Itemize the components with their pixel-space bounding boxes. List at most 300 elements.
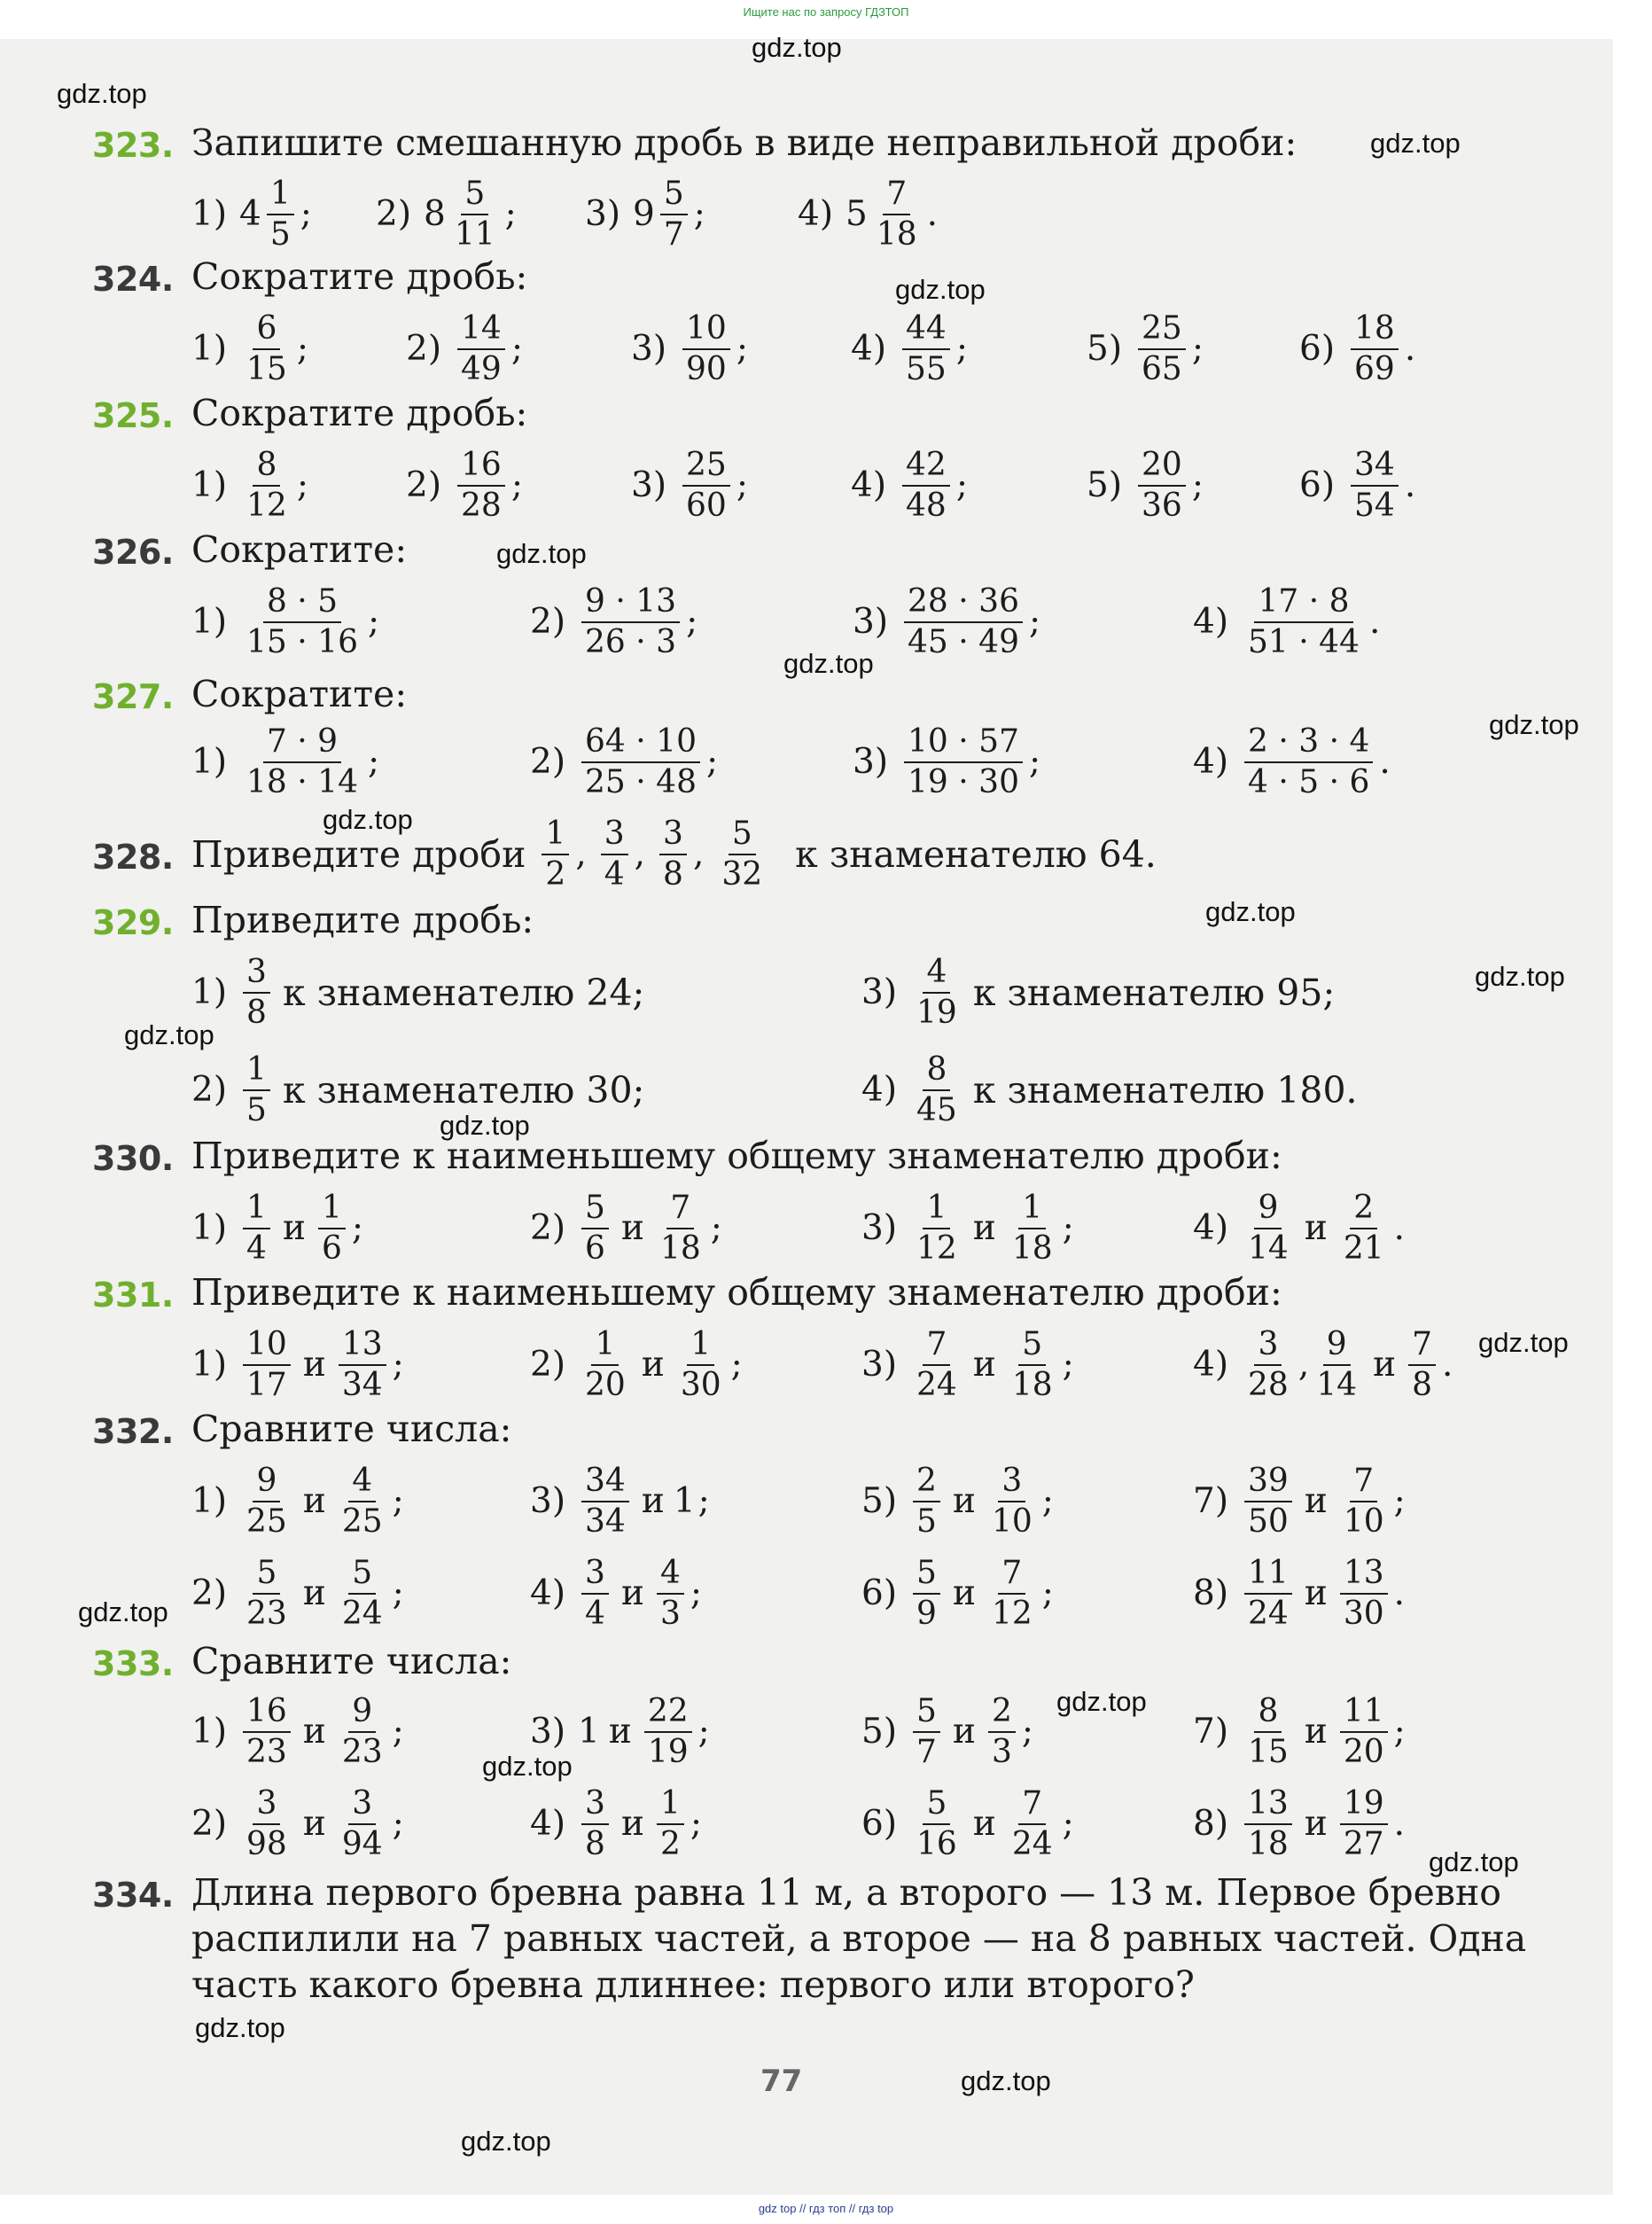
exercise-item xyxy=(406,312,523,386)
item-label: 3) xyxy=(585,194,621,235)
exercise-item xyxy=(851,312,968,386)
denominator: 24 xyxy=(1248,1595,1289,1632)
punctuation: ; xyxy=(1041,1573,1054,1614)
exercise-item xyxy=(191,312,308,386)
exercise-item xyxy=(191,1787,404,1861)
exercise-item xyxy=(1193,725,1391,800)
numerator: 7 xyxy=(1350,1464,1377,1502)
fraction xyxy=(1340,1787,1388,1861)
fraction xyxy=(581,1557,609,1631)
exercise-item xyxy=(191,725,379,800)
fraction xyxy=(1244,1557,1292,1631)
conjunction: и xyxy=(952,1712,976,1752)
punctuation: ; xyxy=(367,602,380,643)
fraction xyxy=(581,1464,629,1539)
denominator: 48 xyxy=(906,487,947,524)
exercise-item xyxy=(191,1464,404,1539)
numerator: 8 · 5 xyxy=(263,585,341,623)
denominator: 34 xyxy=(341,1366,383,1403)
fraction xyxy=(657,1787,684,1861)
problem-number: 329. xyxy=(92,903,174,942)
site-watermark: gdz.top xyxy=(895,274,986,305)
problem-number: 331. xyxy=(92,1276,174,1315)
numerator: 1 xyxy=(1018,1191,1046,1229)
conjunction: и xyxy=(641,1345,665,1385)
exercise-item xyxy=(530,1557,702,1631)
numerator: 5 xyxy=(923,1787,950,1825)
fraction xyxy=(1313,1328,1360,1402)
numerator: 7 xyxy=(666,1191,694,1229)
problem-number: 324. xyxy=(92,260,174,299)
denominator: 18 xyxy=(1011,1229,1053,1267)
punctuation: ; xyxy=(710,1208,722,1249)
denominator: 65 xyxy=(1142,350,1182,387)
punctuation: ; xyxy=(392,1573,404,1614)
numerator: 64 · 10 xyxy=(581,725,700,763)
site-watermark: gdz.top xyxy=(1475,961,1565,992)
punctuation: ; xyxy=(510,465,523,506)
fraction xyxy=(243,585,362,659)
denominator: 4 xyxy=(585,1595,605,1632)
problem-text: Приведите к наименьшему общему знаменателю дроби: xyxy=(191,1271,1282,1314)
fraction xyxy=(243,312,291,386)
item-label: 6) xyxy=(1299,329,1336,370)
numerator: 7 xyxy=(1408,1328,1436,1366)
numerator: 22 xyxy=(644,1695,692,1733)
punctuation: ; xyxy=(504,194,517,235)
punctuation: ; xyxy=(392,1712,404,1752)
denominator: 19 xyxy=(647,1733,689,1770)
numerator: 7 xyxy=(923,1328,950,1366)
item-label: 3) xyxy=(861,1208,898,1249)
item-label: 4) xyxy=(1193,602,1229,643)
item-label: 1) xyxy=(191,1712,228,1752)
item-label: 4) xyxy=(530,1804,566,1845)
numerator: 3 xyxy=(348,1787,376,1825)
exercise-item xyxy=(191,1191,363,1266)
exercise-item xyxy=(1087,312,1204,386)
exercise-item xyxy=(191,177,312,252)
fraction xyxy=(1244,1787,1292,1861)
item-label: 4) xyxy=(851,329,887,370)
denominator: 69 xyxy=(1354,350,1395,387)
numerator: 20 xyxy=(1138,449,1186,487)
text-before: Приведите дроби xyxy=(191,832,526,876)
numerator: 16 xyxy=(243,1695,291,1733)
numerator: 5 xyxy=(1018,1328,1046,1366)
fraction xyxy=(243,1695,291,1769)
denominator: 3 xyxy=(991,1733,1012,1770)
fraction xyxy=(581,725,700,800)
conjunction: и xyxy=(1304,1573,1328,1614)
numerator: 9 xyxy=(1254,1191,1282,1229)
exercise-item xyxy=(861,1464,1054,1539)
fraction xyxy=(1340,1191,1388,1266)
fraction xyxy=(1340,1695,1388,1769)
fraction xyxy=(243,449,291,523)
denominator: 24 xyxy=(916,1366,957,1403)
conjunction: и xyxy=(952,1573,976,1614)
exercise-item xyxy=(853,585,1040,659)
denominator: 54 xyxy=(1354,487,1395,524)
punctuation: ; xyxy=(296,329,308,370)
numerator: 8 xyxy=(253,449,280,487)
site-watermark: gdz.top xyxy=(461,2126,551,2157)
fraction xyxy=(660,177,688,252)
numerator: 1 xyxy=(923,1191,950,1229)
item-label: 3) xyxy=(853,742,889,783)
conjunction: и xyxy=(620,1573,644,1614)
fraction xyxy=(1009,1787,1056,1861)
fraction xyxy=(913,1328,961,1402)
punctuation: ; xyxy=(955,329,968,370)
fraction xyxy=(243,1191,270,1266)
fraction xyxy=(243,1053,270,1128)
conjunction: и xyxy=(302,1573,326,1614)
numerator: 1 xyxy=(243,1191,270,1229)
fraction xyxy=(339,1464,386,1539)
site-watermark: gdz.top xyxy=(961,2065,1051,2096)
exercise-item xyxy=(191,449,308,523)
punctuation: ; xyxy=(736,465,748,506)
fraction xyxy=(902,312,950,386)
item-label: 2) xyxy=(530,1208,566,1249)
fraction xyxy=(1244,1191,1292,1266)
fraction xyxy=(243,956,270,1030)
numerator: 2 · 3 · 4 xyxy=(1244,725,1373,763)
fraction xyxy=(1138,449,1186,523)
numerator: 42 xyxy=(902,449,950,487)
item-label: 6) xyxy=(861,1804,898,1845)
item-text: к знаменателю 95; xyxy=(972,971,1336,1014)
problem-number: 327. xyxy=(92,677,174,716)
item-label: 2) xyxy=(530,602,566,643)
denominator: 60 xyxy=(686,487,727,524)
punctuation: , xyxy=(634,834,646,875)
numerator: 10 xyxy=(682,312,730,350)
numerator: 18 xyxy=(1351,312,1399,350)
punctuation: ; xyxy=(392,1804,404,1845)
conjunction: и xyxy=(1373,1345,1397,1385)
item-label: 8) xyxy=(1193,1573,1229,1614)
numerator: 1 xyxy=(687,1328,714,1366)
denominator: 14 xyxy=(1316,1366,1358,1403)
item-label: 1) xyxy=(191,194,228,235)
conjunction: и xyxy=(1304,1208,1328,1249)
punctuation: . xyxy=(1393,1208,1406,1249)
item-label: 7) xyxy=(1193,1481,1229,1522)
site-watermark: gdz.top xyxy=(1489,709,1579,740)
punctuation: , xyxy=(575,834,587,875)
numerator: 3 xyxy=(581,1557,609,1595)
fraction xyxy=(677,1328,725,1402)
problem-number: 326. xyxy=(92,533,174,572)
fraction xyxy=(243,1464,291,1539)
conjunction: и xyxy=(972,1804,996,1845)
denominator: 5 xyxy=(246,1091,267,1128)
site-watermark: gdz.top xyxy=(323,804,413,835)
denominator: 18 xyxy=(876,215,917,253)
exercise-item xyxy=(861,1787,1074,1861)
numerator: 7 · 9 xyxy=(263,725,341,763)
whole-part: 5 xyxy=(845,194,868,235)
denominator: 34 xyxy=(585,1502,626,1540)
item-label: 2) xyxy=(530,1345,566,1385)
exercise-item xyxy=(530,585,697,659)
numerator: 5 xyxy=(913,1557,940,1595)
numerator: 1 xyxy=(657,1787,684,1825)
item-label: 6) xyxy=(1299,465,1336,506)
fraction xyxy=(988,1464,1036,1539)
item-label: 6) xyxy=(861,1573,898,1614)
item-label: 1) xyxy=(191,972,228,1013)
denominator: 20 xyxy=(585,1366,626,1403)
exercise-item xyxy=(851,449,968,523)
numerator: 10 xyxy=(243,1328,291,1366)
item-text: к знаменателю 180. xyxy=(972,1068,1358,1112)
item-label: 1) xyxy=(191,465,228,506)
exercise-item xyxy=(406,449,523,523)
fraction xyxy=(657,1557,684,1631)
denominator: 30 xyxy=(1343,1595,1384,1632)
denominator: 23 xyxy=(246,1595,287,1632)
numerator: 9 · 13 xyxy=(581,585,680,623)
top-watermark: Ищите нас по запросу ГДЗТОП xyxy=(743,5,909,19)
denominator: 15 · 16 xyxy=(246,623,358,660)
numerator: 28 · 36 xyxy=(904,585,1023,623)
site-watermark: gdz.top xyxy=(57,78,147,109)
exercise-item xyxy=(585,177,705,252)
site-watermark: gdz.top xyxy=(1429,1846,1519,1877)
punctuation: ; xyxy=(392,1481,404,1522)
punctuation: ; xyxy=(1028,742,1041,783)
item-label: 3) xyxy=(631,329,667,370)
fraction xyxy=(1009,1328,1056,1402)
denominator: 19 · 30 xyxy=(908,763,1019,800)
site-watermark: gdz.top xyxy=(195,2012,285,2043)
denominator: 8 xyxy=(1412,1366,1432,1403)
site-watermark: gdz.top xyxy=(78,1596,168,1627)
numerator: 13 xyxy=(1340,1557,1388,1595)
fraction xyxy=(243,725,362,800)
fraction xyxy=(451,177,499,252)
site-watermark: gdz.top xyxy=(783,648,874,679)
punctuation: ; xyxy=(1191,329,1204,370)
punctuation: ; xyxy=(736,329,748,370)
fraction xyxy=(659,817,687,892)
numerator: 13 xyxy=(339,1328,386,1366)
punctuation: ; xyxy=(686,602,698,643)
numerator: 17 · 8 xyxy=(1254,585,1352,623)
fraction xyxy=(1009,1191,1056,1266)
fraction xyxy=(581,1787,609,1861)
numerator: 25 xyxy=(682,449,730,487)
numerator: 9 xyxy=(253,1464,280,1502)
whole-part: 8 xyxy=(424,194,446,235)
denominator: 90 xyxy=(686,350,727,387)
numerator: 34 xyxy=(1351,449,1399,487)
punctuation: ; xyxy=(1028,602,1041,643)
item-label: 1) xyxy=(191,1208,228,1249)
conjunction: и xyxy=(302,1345,326,1385)
problem-number: 333. xyxy=(92,1644,174,1683)
fraction xyxy=(542,817,569,892)
numerator: 1 xyxy=(267,177,294,215)
denominator: 18 xyxy=(659,1229,701,1267)
fraction xyxy=(601,817,628,892)
conjunction: и xyxy=(1304,1481,1328,1522)
denominator: 18 xyxy=(1011,1366,1053,1403)
numerator: 9 xyxy=(348,1695,376,1733)
denominator: 21 xyxy=(1343,1229,1384,1267)
punctuation: ; xyxy=(697,1481,710,1522)
numerator: 11 xyxy=(1340,1695,1388,1733)
fraction xyxy=(902,449,950,523)
item-label: 5) xyxy=(1087,329,1123,370)
problem-text: Сократите: xyxy=(191,673,408,715)
problem-text: Приведите к наименьшему общему знаменателю дроби: xyxy=(191,1135,1282,1177)
problem-line-3: часть какого бревна длиннее: первого или второго? xyxy=(191,1963,1195,2006)
exercise-item xyxy=(798,177,938,252)
fraction xyxy=(581,1328,629,1402)
exercise-item xyxy=(191,585,379,659)
punctuation: . xyxy=(926,194,939,235)
fraction xyxy=(682,449,730,523)
item-label: 4) xyxy=(798,194,834,235)
denominator: 19 xyxy=(916,994,957,1031)
numerator: 4 xyxy=(923,956,950,994)
denominator: 4 · 5 · 6 xyxy=(1248,763,1370,800)
item-text: к знаменателю 30; xyxy=(282,1068,645,1112)
denominator: 7 xyxy=(663,215,684,253)
punctuation: , xyxy=(692,834,705,875)
denominator: 18 · 14 xyxy=(246,763,358,800)
exercise-item xyxy=(861,1328,1074,1402)
conjunction: и xyxy=(620,1208,644,1249)
denominator: 17 xyxy=(246,1366,287,1403)
numerator: 5 xyxy=(660,177,688,215)
item-label: 3) xyxy=(853,602,889,643)
numerator: 2 xyxy=(1350,1191,1377,1229)
numerator: 4 xyxy=(657,1557,684,1595)
numerator: 14 xyxy=(457,312,505,350)
numerator: 11 xyxy=(1244,1557,1292,1595)
exercise-item xyxy=(530,1787,702,1861)
denominator: 8 xyxy=(246,994,267,1031)
fraction xyxy=(267,177,294,252)
exercise-item xyxy=(1193,1464,1406,1539)
punctuation: . xyxy=(1404,465,1416,506)
punctuation: ; xyxy=(1062,1804,1074,1845)
denominator: 6 xyxy=(585,1229,605,1267)
denominator: 5 xyxy=(269,215,291,253)
numerator: 5 xyxy=(461,177,488,215)
denominator: 16 xyxy=(916,1825,957,1862)
problem-text: Приведите дробь: xyxy=(191,899,534,941)
denominator: 15 xyxy=(1248,1733,1289,1770)
fraction-list xyxy=(538,817,783,892)
fraction xyxy=(1244,585,1363,659)
whole-number: 1 xyxy=(673,1481,696,1522)
exercise-item xyxy=(1087,449,1204,523)
punctuation: . xyxy=(1393,1573,1406,1614)
punctuation: ; xyxy=(690,1573,702,1614)
numerator: 3 xyxy=(581,1787,609,1825)
denominator: 25 · 48 xyxy=(585,763,697,800)
problem-number: 334. xyxy=(92,1876,174,1915)
item-label: 3) xyxy=(631,465,667,506)
denominator: 45 xyxy=(916,1091,957,1128)
fraction xyxy=(657,1191,705,1266)
item-label: 2) xyxy=(530,742,566,783)
punctuation: ; xyxy=(1393,1712,1406,1752)
item-label: 2) xyxy=(376,194,412,235)
punctuation: ; xyxy=(955,465,968,506)
exercise-item xyxy=(861,1557,1054,1631)
numerator: 7 xyxy=(1018,1787,1046,1825)
punctuation: ; xyxy=(351,1208,363,1249)
denominator: 25 xyxy=(341,1502,383,1540)
site-watermark: gdz.top xyxy=(1370,128,1461,159)
conjunction: и xyxy=(972,1208,996,1249)
numerator: 34 xyxy=(581,1464,629,1502)
problem-text: Сократите: xyxy=(191,528,408,571)
numerator: 5 xyxy=(348,1557,376,1595)
fraction xyxy=(339,1695,386,1769)
fraction xyxy=(913,1191,961,1266)
problem-line-1: Длина первого бревна равна 11 м, а второго — 13 м. Первое бревно xyxy=(191,1871,1501,1914)
denominator: 8 xyxy=(585,1825,605,1862)
numerator: 5 xyxy=(729,817,756,855)
exercise-item xyxy=(1193,1695,1406,1769)
item-label: 1) xyxy=(191,742,228,783)
denominator: 28 xyxy=(461,487,502,524)
denominator: 15 xyxy=(246,350,287,387)
numerator: 5 xyxy=(581,1191,609,1229)
numerator: 8 xyxy=(923,1053,950,1091)
fraction xyxy=(1244,1328,1292,1402)
fraction xyxy=(913,1053,961,1128)
fraction xyxy=(1244,1695,1292,1769)
fraction xyxy=(873,177,921,252)
exercise-item xyxy=(861,1191,1074,1266)
punctuation: ; xyxy=(392,1345,404,1385)
denominator: 30 xyxy=(680,1366,721,1403)
denominator: 4 xyxy=(604,855,625,893)
fraction xyxy=(339,1557,386,1631)
numerator: 6 xyxy=(253,312,280,350)
exercise-item xyxy=(191,1695,404,1769)
fraction xyxy=(243,1328,291,1402)
problem-text: Сравните числа: xyxy=(191,1640,512,1682)
exercise-item xyxy=(631,312,748,386)
denominator: 98 xyxy=(246,1825,287,1862)
exercise-item xyxy=(631,449,748,523)
text-after: к знаменателю 64. xyxy=(795,832,1157,876)
exercise-item xyxy=(861,956,1346,1030)
numerator: 44 xyxy=(902,312,950,350)
fraction xyxy=(913,1464,940,1539)
denominator: 23 xyxy=(341,1733,383,1770)
denominator: 11 xyxy=(454,215,495,253)
item-label: 3) xyxy=(861,1345,898,1385)
whole-number: 1 xyxy=(578,1712,600,1752)
fraction xyxy=(718,817,766,892)
site-watermark: gdz.top xyxy=(496,538,587,569)
exercise-item xyxy=(1193,585,1380,659)
numerator: 25 xyxy=(1138,312,1186,350)
conjunction: и xyxy=(620,1804,644,1845)
